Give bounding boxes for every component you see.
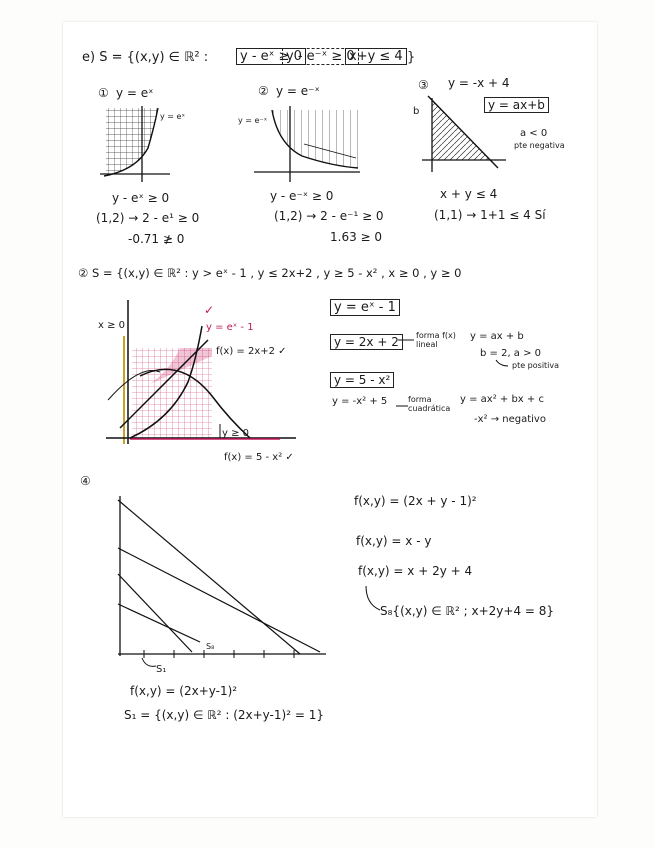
graph3-title: y = -x + 4 bbox=[448, 76, 510, 90]
part2-exp-box: y = eˣ - 1 bbox=[330, 299, 400, 316]
graph3-linear-boundary bbox=[418, 96, 508, 174]
graph3-inequality: x + y ≤ 4 bbox=[440, 187, 498, 201]
part2-region-graph bbox=[100, 296, 300, 448]
part2-note-arrows bbox=[396, 330, 536, 410]
graph3-linear-form-box: y = ax+b bbox=[484, 97, 549, 113]
part2-set-definition: ② S = {(x,y) ∈ ℝ² : y > eˣ - 1 , y ≤ 2x+2 , y ≥ 5 - x² , x ≥ 0 , y ≥ 0 bbox=[78, 266, 462, 280]
graph2-title: y = e⁻ˣ bbox=[276, 84, 320, 98]
part4-bottom-function: f(x,y) = (2x+y-1)² bbox=[130, 684, 238, 698]
part2-linear-params: b = 2, a > 0 bbox=[480, 348, 542, 359]
graph2-curve-label: y = e⁻ˣ bbox=[238, 116, 268, 125]
set-definition-prefix: e) S = {(x,y) ∈ ℝ² : bbox=[82, 50, 209, 65]
part2-quad-curve-label: f(x) = 5 - x² ✓ bbox=[224, 452, 294, 463]
part2-linear-curve-label: f(x) = 2x+2 ✓ bbox=[216, 346, 287, 357]
graph1-test-result: -0.71 ≱ 0 bbox=[128, 232, 185, 246]
part2-linear-slope-note: pte positiva bbox=[512, 361, 560, 370]
part2-y-condition: y ≥ 0 bbox=[222, 428, 250, 439]
part2-check-mark: ✓ bbox=[204, 303, 215, 317]
part4-function-3: f(x,y) = x + 2y + 4 bbox=[358, 564, 473, 578]
part4-function-1: f(x,y) = (2x + y - 1)² bbox=[354, 494, 477, 508]
part2-quad-box: y = 5 - x² bbox=[330, 372, 394, 388]
part2-exp-curve-label: y = eˣ - 1 bbox=[206, 322, 254, 333]
graph2-test-result: 1.63 ≥ 0 bbox=[330, 230, 383, 244]
part4-s8-arrow bbox=[362, 584, 386, 614]
part4-level-set-s1: S₁ = {(x,y) ∈ ℝ² : (2x+y-1)² = 1} bbox=[124, 708, 324, 722]
graph1-number: ① bbox=[98, 86, 109, 100]
condition-3: x+y ≤ 4 bbox=[345, 48, 407, 65]
graph3-number: ③ bbox=[418, 78, 429, 92]
set-definition-suffix: } bbox=[407, 50, 416, 65]
graph2-number: ② bbox=[258, 84, 269, 98]
graph1-test-point: (1,2) → 2 - e¹ ≥ 0 bbox=[96, 211, 200, 225]
part2-quad-form-note: forma cuadrática bbox=[408, 395, 451, 413]
part2-linear-box: y = 2x + 2 bbox=[330, 334, 403, 350]
graph1-title: y = eˣ bbox=[116, 86, 154, 100]
graph1-inequality: y - eˣ ≥ 0 bbox=[112, 191, 170, 205]
part4-graph-s8-label: S₈ bbox=[206, 642, 215, 651]
graph2-exponential-decay bbox=[252, 104, 362, 184]
part4-level-set-s8: S₈{(x,y) ∈ ℝ² ; x+2y+4 = 8} bbox=[380, 604, 555, 618]
part2-quad-sign-note: -x² → negativo bbox=[474, 414, 546, 425]
graph2-test-point: (1,2) → 2 - e⁻¹ ≥ 0 bbox=[274, 209, 384, 223]
part2-linear-general-form: y = ax + b bbox=[470, 331, 524, 342]
condition-2: y - e⁻ˣ ≥ 0 bbox=[282, 48, 359, 65]
part4-level-curves-graph bbox=[104, 492, 334, 666]
graph3-test-point: (1,1) → 1+1 ≤ 4 Sí bbox=[434, 208, 546, 222]
part4-number: ④ bbox=[80, 474, 91, 488]
part2-quad-rewrite: y = -x² + 5 bbox=[332, 396, 388, 407]
part4-function-2: f(x,y) = x - y bbox=[356, 534, 432, 548]
part2-linear-form-note: forma f(x) lineal bbox=[416, 331, 456, 349]
part4-graph-s1-label: S₁ bbox=[156, 664, 167, 675]
graph1-curve-label: y = eˣ bbox=[160, 112, 185, 121]
graph3-intercept-label: b bbox=[413, 106, 420, 117]
part2-quad-general-form: y = ax² + bx + c bbox=[460, 394, 544, 405]
graph3-slope-sign-note: pte negativa bbox=[514, 141, 565, 150]
condition-1: y - eˣ ≥ 0 bbox=[236, 48, 306, 65]
graph3-slope-note: a < 0 bbox=[520, 128, 548, 139]
part2-x-condition: x ≥ 0 bbox=[98, 320, 126, 331]
graph2-inequality: y - e⁻ˣ ≥ 0 bbox=[270, 189, 334, 203]
